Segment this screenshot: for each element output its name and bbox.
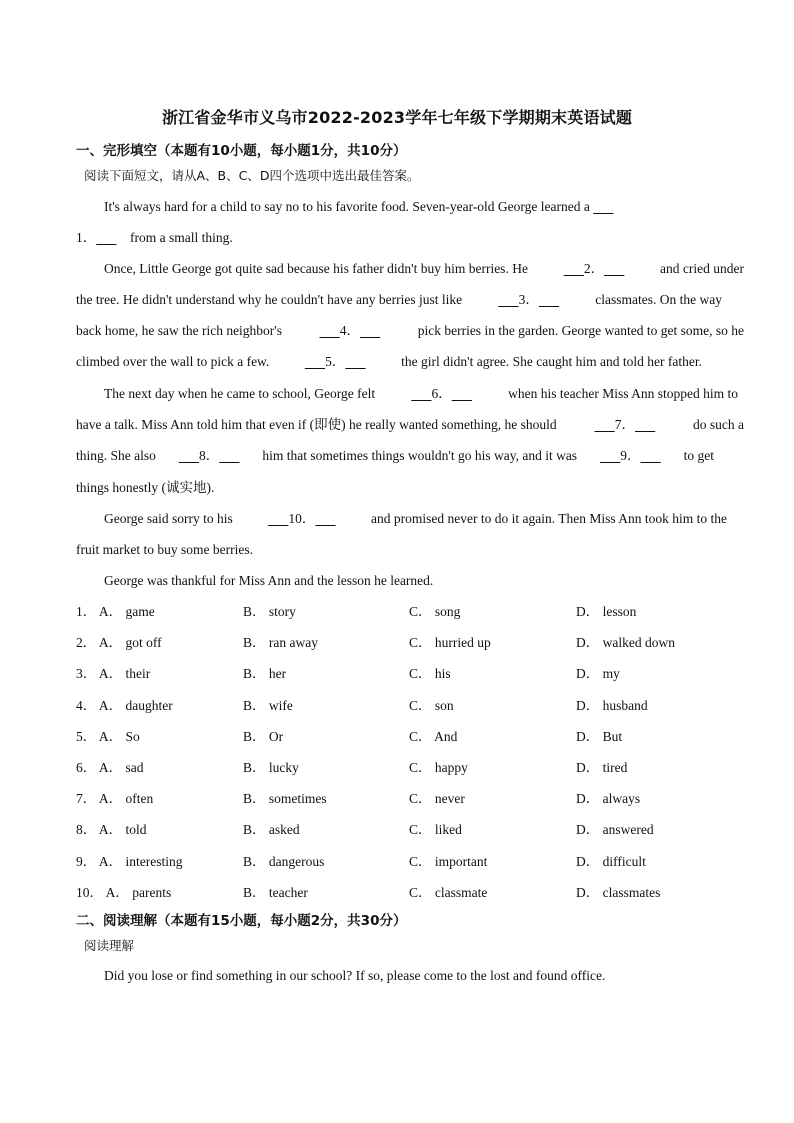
option-d: D． answered xyxy=(576,822,654,837)
blank-4: 4． xyxy=(339,323,360,338)
option-a: 4． A． daughter xyxy=(76,698,173,713)
option-c: C． his xyxy=(409,666,451,681)
section2-heading: 二、阅读理解（本题有15小题，每小题2分，共30分） xyxy=(76,913,407,929)
option-c: C． And xyxy=(409,729,458,744)
option-b: B． wife xyxy=(243,698,293,713)
option-c: C． hurried up xyxy=(409,635,491,650)
option-a: 10． A． parents xyxy=(76,885,172,900)
passage-line xyxy=(104,198,744,216)
passage-line: The next day when he came to school, George felt 6． when his teacher Miss Ann stopped him to xyxy=(104,386,738,401)
option-d: D． lesson xyxy=(576,604,637,619)
option-d: D． But xyxy=(576,729,623,744)
blank-10: 10． xyxy=(288,511,316,526)
option-a: 5． A． So xyxy=(76,729,140,744)
blank-8: 8． xyxy=(199,448,220,463)
option-d: D． always xyxy=(576,791,641,806)
option-b: B． story xyxy=(243,604,296,619)
blank-3: 3． xyxy=(518,292,539,307)
passage-line: climbed over the wall to pick a few. 5． the girl didn't agree. She caught him and told her father. xyxy=(76,354,702,369)
section2-instruction: 阅读理解 xyxy=(84,938,135,953)
option-b: B． her xyxy=(243,666,287,681)
option-c: C． never xyxy=(409,791,465,806)
passage-line xyxy=(76,229,744,247)
option-a: 2． A． got off xyxy=(76,635,162,650)
section1-heading: 一、完形填空（本题有10小题，每小题1分，共10分） xyxy=(76,143,407,159)
option-c: C． happy xyxy=(409,760,468,775)
passage-line: the tree. He didn't understand why he couldn't have any berries just like 3． classmates. On the way xyxy=(76,292,722,307)
option-d: D． difficult xyxy=(576,854,646,869)
option-d: D． classmates xyxy=(576,885,661,900)
option-a: 7． A． often xyxy=(76,791,154,806)
option-b: B． sometimes xyxy=(243,791,327,806)
passage-line: Did you lose or find something in our school? If so, please come to the lost and found office. xyxy=(104,968,606,983)
option-d: D． husband xyxy=(576,698,648,713)
passage-text: from a small thing. xyxy=(130,230,233,245)
section1-instruction: 阅读下面短文，请从A、B、C、D四个选项中选出最佳答案。 xyxy=(84,168,420,183)
option-c: C． important xyxy=(409,854,488,869)
option-b: B． Or xyxy=(243,729,284,744)
passage-line: Once, Little George got quite sad because his father didn't buy him berries. He 2． and cried under xyxy=(104,261,744,276)
option-d: D． walked down xyxy=(576,635,675,650)
option-a: 3． A． their xyxy=(76,666,151,681)
passage-line: George said sorry to his 10． and promised never to do it again. Then Miss Ann took him to the xyxy=(104,511,727,526)
option-b: B． lucky xyxy=(243,760,299,775)
passage-line: George was thankful for Miss Ann and the lesson he learned. xyxy=(104,573,434,588)
blank-5: 5． xyxy=(325,354,346,369)
blank-6: 6． xyxy=(431,386,452,401)
option-b: B． asked xyxy=(243,822,300,837)
blank-1: 1． xyxy=(76,230,97,245)
passage-line: have a talk. Miss Ann told him that even if (即使) he really wanted something, he should 7． do such a xyxy=(76,417,744,432)
option-b: B． ran away xyxy=(243,635,318,650)
blank-9: 9． xyxy=(620,448,641,463)
option-b: B． dangerous xyxy=(243,854,325,869)
option-c: C． son xyxy=(409,698,454,713)
page-title: 浙江省金华市义乌市2022-2023学年七年级下学期期末英语试题 xyxy=(161,108,633,127)
passage-line: thing. She also 8． him that sometimes things wouldn't go his way, and it was 9． to get xyxy=(76,448,714,463)
option-a: 1． A． game xyxy=(76,604,155,619)
blank-2: 2． xyxy=(583,261,605,276)
option-c: C． song xyxy=(409,604,461,619)
passage-line: fruit market to buy some berries. xyxy=(76,542,253,557)
passage-line: things honestly (诚实地). xyxy=(76,480,215,495)
passage-text: It's always hard for a child to say no to his favorite food. Seven-year-old George learned a xyxy=(104,199,590,214)
blank-7: 7． xyxy=(614,417,635,432)
option-a: 6． A． sad xyxy=(76,760,144,775)
passage-line: back home, he saw the rich neighbor's 4． pick berries in the garden. George wanted to get some, so he xyxy=(76,323,744,338)
blank-placeholder xyxy=(593,198,613,216)
option-d: D． tired xyxy=(576,760,628,775)
option-a: 9． A． interesting xyxy=(76,854,183,869)
option-c: C． liked xyxy=(409,822,462,837)
option-d: D． my xyxy=(576,666,620,681)
option-c: C． classmate xyxy=(409,885,488,900)
option-a: 8． A． told xyxy=(76,822,147,837)
option-b: B． teacher xyxy=(243,885,308,900)
